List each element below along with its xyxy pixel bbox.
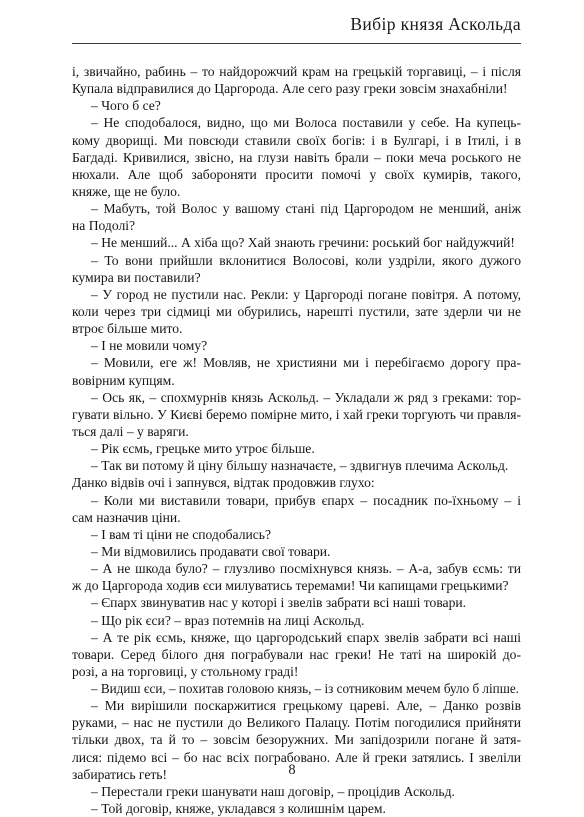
text-line: – Не сподобалося, видно, що ми Волоса поставили у себе. На купець-	[91, 115, 521, 131]
text-line: і, звичайно, рабинь – то найдорожчий крам на грецькій торгавиці, – і після	[72, 64, 521, 79]
text-line: ться далі – у варяги.	[72, 423, 189, 439]
text-line: – Не менший... А хіба що? Хай знають гречини: роський бог найдужчий!	[91, 235, 515, 251]
text-line: – І не мовили чому?	[91, 338, 208, 354]
header-rule	[72, 43, 521, 44]
text-line: сам назначив ціни.	[72, 509, 181, 525]
text-line: – Коли ми виставили товари, прибув єпарх – посадник по-їхньому – і	[91, 492, 521, 508]
running-header-title: Вибір князя Аскольда	[350, 14, 521, 34]
text-line: забиратись геть!	[72, 766, 168, 782]
text-line: на Подолі?	[72, 218, 136, 234]
text-line: – А не шкода було? – глузливо посміхнувся князь. – А-а, забув єсмь: ти	[91, 561, 521, 577]
text-line: руками, – нас не пустили до Великого Палацу. Потім погодилися прийняти	[72, 715, 521, 731]
page-number: 8	[288, 762, 296, 778]
text-line: – У город не пустили нас. Рекли: у Царгороді погане повітря. А потому,	[91, 286, 521, 302]
text-line: – А те рік єсмь, княже, що царгородський єпарх звелів забрати всі наші	[91, 629, 521, 645]
text-line: коли через три сідмиці ми обурились, нарешті пустили, зате здерли чи не	[72, 303, 521, 319]
text-line: – Мабуть, той Волос у вашому стані під Царгородом не менший, аніж	[91, 201, 521, 217]
text-line: – Єпарх звинуватив нас у которі і звелів забрати всі наші товари.	[91, 595, 467, 611]
text-line: кому дворищі. Ми повсюди ставили своїх богів: і в Булгарі, і в Ітилі, і в	[72, 132, 521, 148]
body-text	[72, 63, 521, 817]
text-line: нюхали. Але щоб забороняти просити помочі у своїх кумирів, такого,	[72, 166, 521, 182]
text-line: втроє більше мито.	[72, 321, 183, 337]
text-line: – Рік єсмь, грецьке мито утроє більше.	[91, 441, 315, 457]
text-line: княже, ще не було.	[72, 183, 181, 199]
text-line: – Ми відмовились продавати свої товари.	[91, 543, 331, 559]
text-line: Купала відправилися до Царгорода. Але сего разу греки зовсім знахабніли!	[72, 81, 508, 97]
text-line: – Ми вирішили поскаржитися грецькому цареві. Але, – Данко розвів	[91, 698, 521, 714]
text-line: товари. Серед білого дня пограбували нас греки! Не таті на широкій до-	[72, 646, 521, 662]
text-line: – Що рік єси? – враз потемнів на лиці Аскольд.	[91, 612, 365, 628]
text-line: тільки двох, та й то – зовсім безоружних. Ми запідозрили погане й затя-	[72, 732, 521, 748]
text-line: вовірним купцям.	[72, 372, 175, 388]
text-line: розі, а на торговиці, у стольному граді!	[72, 663, 299, 679]
text-line: – Перестали греки шанувати наш договір, – процідив Аскольд.	[91, 783, 455, 799]
text-line: – Так ви потому й ціну більшу назначаєте, – здвигнув плечима Аскольд.	[91, 458, 509, 474]
text-line: – І вам ті ціни не сподобались?	[91, 526, 272, 542]
text-line: – Чого б се?	[91, 98, 161, 114]
text-line: кумира ви поставили?	[72, 269, 201, 285]
text-line: – Мовили, еге ж! Мовляв, не християни ми і перебігаємо дорогу пра-	[91, 355, 521, 371]
text-line: – Ось як, – спохмурнів князь Аскольд. – Укладали ж ряд з греками: тор-	[91, 389, 521, 405]
text-line: Багдаді. Кривилися, звісно, на глузи навіть брали – поки меча роського не	[72, 149, 521, 165]
text-line: Данко відвів очі і запнувся, відтак продовжив глухо:	[72, 475, 375, 491]
text-line: – То вони прийшли вклонитися Волосові, коли уздріли, якого дужого	[91, 252, 521, 268]
text-line: гувати вільно. У Києві беремо помірне мито, і хай греки торгують чи правля-	[72, 406, 521, 422]
text-line: – Той договір, княже, укладався з колишнім царем.	[91, 801, 386, 817]
text-line: – Видиш єси, – похитав головою князь, – із сотниковим мечем було б ліпше.	[91, 681, 519, 697]
text-line: лися: підемо всі – бо нас всіх пограбовано. Але й греки затялись. І звеліли	[72, 749, 521, 765]
text-line: ж до Царгорода ходив єси милуватись теремами! Чи капищами грецькими?	[72, 578, 509, 594]
